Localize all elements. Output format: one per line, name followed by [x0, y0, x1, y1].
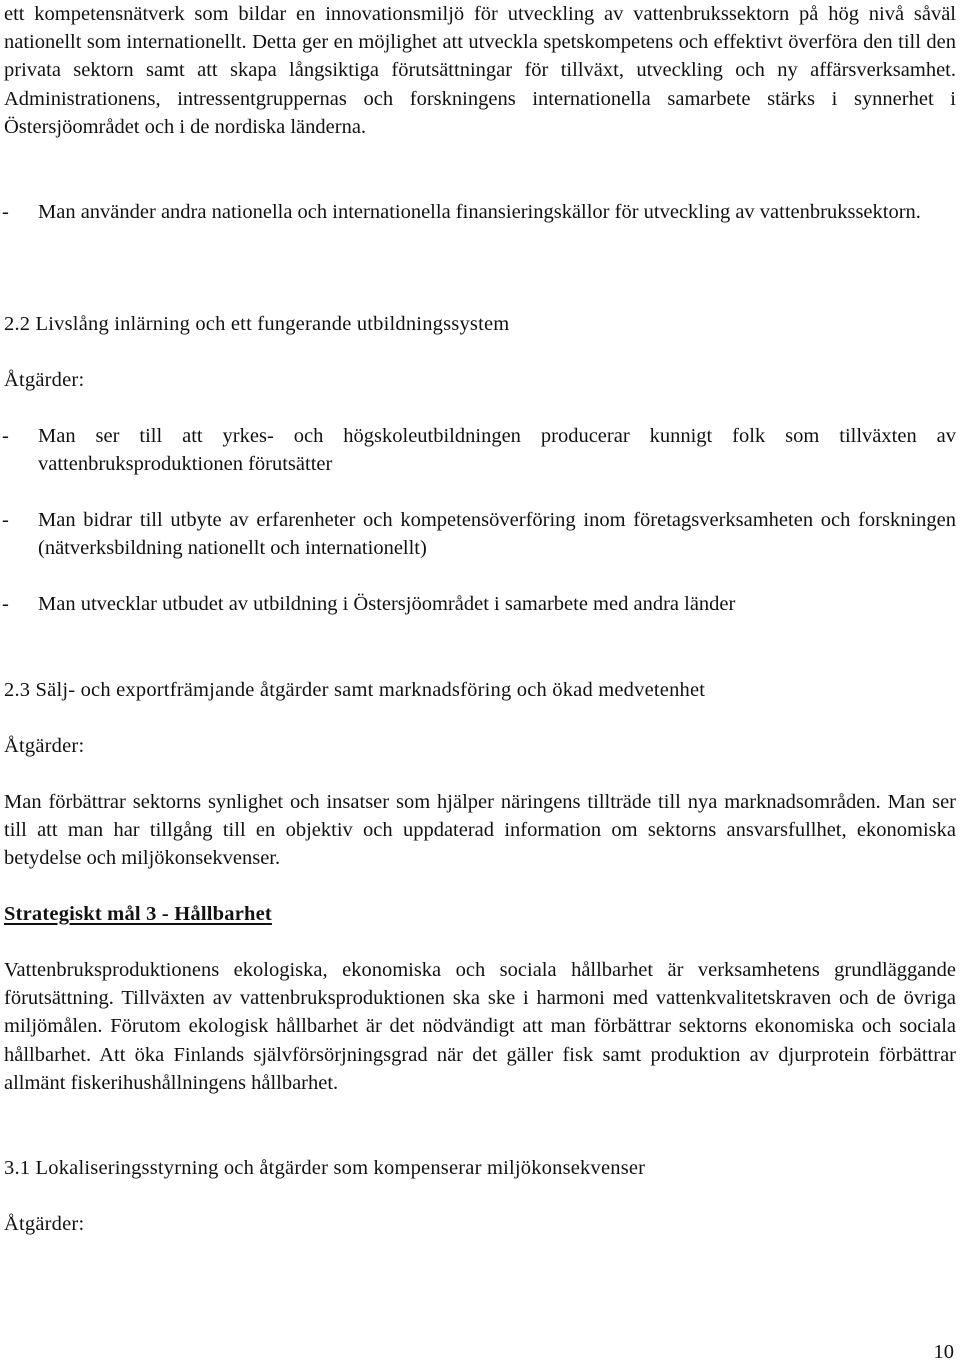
section-2-3-actions-label: Åtgärder: [4, 735, 85, 757]
bullet-text: Man bidrar till utbyte av erfarenheter och kompetensöverföring inom företagsverksamheten och forskningen (nätverksbildning nationellt och internationellt) [38, 509, 956, 560]
intro-paragraph: ett kompetensnätverk som bildar en innovationsmiljö för utveckling av vattenbrukssektorn på hög nivå såväl nationellt som internationellt. Detta ger en möjlighet att utveckla spetskompetens och effektivt överföra den till den privata sektorn samt att skapa långsiktiga förutsättningar för tillväxt, utveckling och ny affärsverksamhet. Administrationens, intressentgruppernas och forskningens internationella samarbete stärks i synnerhet i Östersjöområdet och i de nordiska länderna. [4, 3, 956, 138]
section-2-2-bullet-3 [2, 590, 956, 618]
bullet-dash: - [2, 425, 9, 447]
section-3-1-actions-label: Åtgärder: [4, 1213, 85, 1235]
bullet-text: Man använder andra nationella och internationella finansieringskällor för utveckling av vattenbrukssektorn. [38, 201, 921, 223]
strategic-goal-3-heading: Strategiskt mål 3 - Hållbarhet [4, 903, 272, 925]
section-2-2-bullet-2 [2, 506, 956, 562]
bullet-dash: - [2, 201, 9, 223]
page-number: 10 [933, 1341, 954, 1363]
intro-bullet-item [2, 198, 956, 226]
section-2-2-actions-label: Åtgärder: [4, 369, 85, 391]
section-2-2-heading: 2.2 Livslång inlärning och ett fungerande utbildningssystem [4, 313, 510, 335]
section-2-3-paragraph: Man förbättrar sektorns synlighet och insatser som hjälper näringens tillträde till nya marknadsområden. Man ser till att man har tillgång till en objektiv och uppdaterad information om sektorns ansvarsfullhet, ekonomiska betydelse och miljökonsekvenser. [4, 791, 956, 870]
section-3-1-heading: 3.1 Lokaliseringsstyrning och åtgärder som kompenserar miljökonsekvenser [4, 1157, 646, 1179]
bullet-text: Man ser till att yrkes- och högskoleutbildningen producerar kunnigt folk som tillväxten av vattenbruksproduktionen förutsätter [38, 425, 956, 476]
section-2-2-bullet-1 [2, 422, 956, 478]
bullet-text: Man utvecklar utbudet av utbildning i Östersjöområdet i samarbete med andra länder [38, 593, 736, 615]
bullet-dash: - [2, 509, 9, 531]
bullet-dash: - [2, 593, 9, 615]
section-2-3-heading: 2.3 Sälj- och exportfrämjande åtgärder samt marknadsföring och ökad medvetenhet [4, 679, 706, 701]
strategic-goal-3-paragraph: Vattenbruksproduktionens ekologiska, ekonomiska och sociala hållbarhet är verksamhetens grundläggande förutsättning. Tillväxten av vattenbruksproduktionen ska ske i harmoni med vattenkvalitetskraven och de övriga miljömålen. Förutom ekologisk hållbarhet är det nödvändigt att man förbättrar sektorns ekonomiska och sociala hållbarhet. Att öka Finlands självförsörjningsgrad när det gäller fisk samt produktion av djurprotein förbättrar allmänt fiskerihushållningens hållbarhet. [4, 959, 956, 1094]
